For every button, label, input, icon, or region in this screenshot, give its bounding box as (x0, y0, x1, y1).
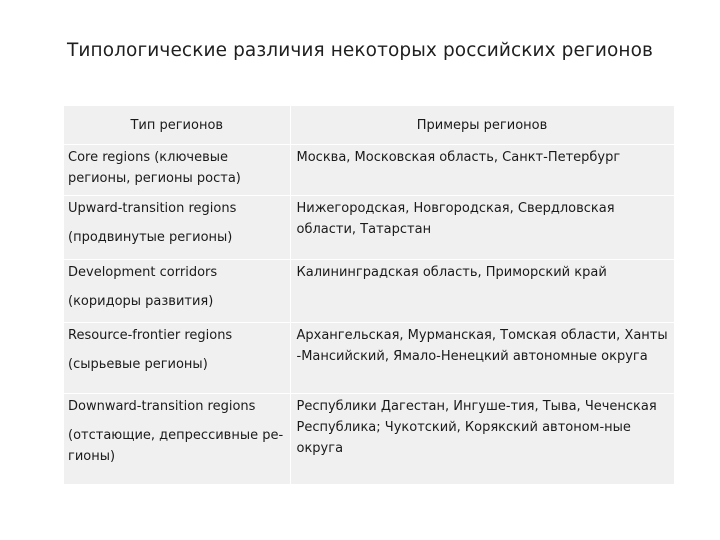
region-type-cell (64, 145, 290, 196)
region-examples-cell: Москва, Московская область, Санкт-Петербург (290, 145, 674, 196)
slide-title: Типологические различия некоторых российских регионов (67, 40, 653, 61)
table-row (64, 394, 674, 485)
region-examples-cell: Республики Дагестан, Ингуше-тия, Тыва, Чеченская Республика; Чукотский, Корякский автоном-ные округа (290, 394, 674, 485)
regions-table (64, 106, 675, 485)
region-type-cell (64, 323, 290, 394)
region-type-en: Development corridors (68, 265, 218, 280)
region-type-cell (64, 394, 290, 485)
region-type-cell (64, 260, 290, 323)
region-type-ru: (коридоры развития) (68, 294, 214, 309)
region-type-en: Core regions (ключевые (68, 150, 229, 165)
table-row (64, 260, 674, 323)
table-row (64, 196, 674, 260)
region-type-ru: (отстающие, депрессивные ре-гионы) (68, 428, 284, 464)
region-type-ru: (продвинутые регионы) (68, 230, 233, 245)
region-type-ru: регионы, регионы роста) (68, 171, 241, 186)
region-type-cell (64, 196, 290, 260)
region-type-en: Resource-frontier regions (68, 328, 233, 343)
region-type-ru: (сырьевые регионы) (68, 357, 208, 372)
region-type-en: Downward-transition regions (68, 399, 256, 414)
region-type-en: Upward-transition regions (68, 201, 237, 216)
region-examples-cell: Нижегородская, Новгородская, Свердловская области, Татарстан (290, 196, 674, 260)
region-examples-cell: Архангельская, Мурманская, Томская области, Ханты -Мансийский, Ямало-Ненецкий автономные округа (290, 323, 674, 394)
table-row (64, 323, 674, 394)
table-header-row (64, 106, 674, 145)
header-region-type: Тип регионов (64, 106, 290, 145)
table-row (64, 145, 674, 196)
header-region-examples: Примеры регионов (290, 106, 674, 145)
region-examples-cell: Калининградская область, Приморский край (290, 260, 674, 323)
